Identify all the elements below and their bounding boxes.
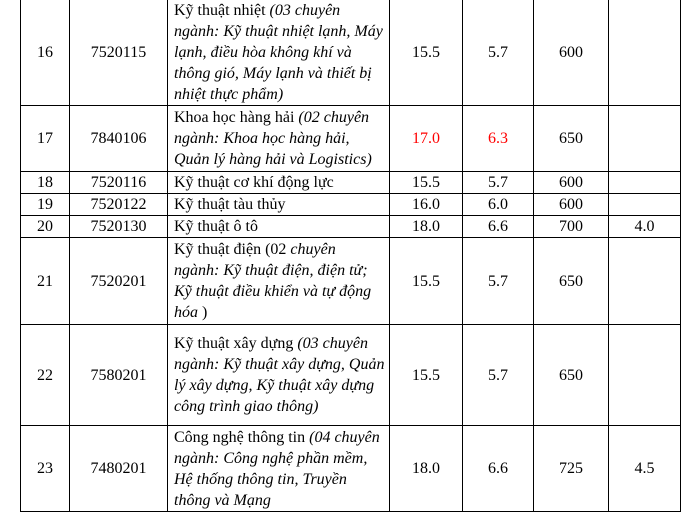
major-code: 7520130	[70, 216, 168, 238]
major-title: Công nghệ thông tin	[174, 428, 306, 446]
score-1: 15.5	[390, 325, 463, 426]
row-number: 16	[21, 0, 70, 106]
extra-score: 4.0	[609, 216, 681, 238]
quota: 650	[534, 238, 609, 325]
major-name	[168, 325, 390, 426]
row-number: 21	[21, 238, 70, 325]
major-name	[168, 238, 390, 325]
score-2: 6.6	[463, 426, 534, 512]
major-specializations-close: )	[198, 304, 208, 321]
row-number: 19	[21, 194, 70, 216]
table-row	[21, 426, 681, 512]
major-code: 7480201	[70, 426, 168, 512]
score-2: 6.6	[463, 216, 534, 238]
extra-score	[609, 238, 681, 325]
major-name: Kỹ thuật cơ khí động lực	[168, 172, 390, 194]
major-name	[168, 426, 390, 512]
table-row	[21, 106, 681, 172]
row-number: 18	[21, 172, 70, 194]
quota: 650	[534, 325, 609, 426]
table-row	[21, 325, 681, 426]
score-2: 5.7	[463, 172, 534, 194]
row-number: 20	[21, 216, 70, 238]
score-1: 18.0	[390, 216, 463, 238]
score-1: 18.0	[390, 426, 463, 512]
major-specializations: (04 chuyên ngành: Công nghệ phần mềm, Hệ thống thông tin, Truyền thông và Mạng	[174, 428, 380, 509]
major-name	[168, 0, 390, 106]
major-specializations: (02 chuyên ngành: Khoa học hàng hải, Quản lý hàng hải và Logistics)	[174, 109, 372, 168]
score-2: 6.3	[463, 106, 534, 172]
major-title: Khoa học hàng hải	[174, 109, 295, 126]
extra-score	[609, 194, 681, 216]
extra-score	[609, 106, 681, 172]
score-1: 16.0	[390, 194, 463, 216]
table-row	[21, 238, 681, 325]
score-2: 5.7	[463, 325, 534, 426]
quota: 600	[534, 194, 609, 216]
extra-score	[609, 0, 681, 106]
admission-table	[20, 0, 681, 512]
extra-score	[609, 325, 681, 426]
major-title: Kỹ thuật điện (02	[174, 241, 287, 258]
major-title: Kỹ thuật nhiệt	[174, 2, 266, 19]
major-code: 7840106	[70, 106, 168, 172]
major-name	[168, 106, 390, 172]
table-row	[21, 0, 681, 106]
major-code: 7520201	[70, 238, 168, 325]
quota: 700	[534, 216, 609, 238]
score-2: 5.7	[463, 0, 534, 106]
quota: 725	[534, 426, 609, 512]
row-number: 17	[21, 106, 70, 172]
major-code: 7580201	[70, 325, 168, 426]
major-code: 7520116	[70, 172, 168, 194]
major-name: Kỹ thuật ô tô	[168, 216, 390, 238]
extra-score	[609, 172, 681, 194]
score-2: 5.7	[463, 238, 534, 325]
major-name: Kỹ thuật tàu thủy	[168, 194, 390, 216]
quota: 600	[534, 0, 609, 106]
row-number: 22	[21, 325, 70, 426]
major-specializations: (03 chuyên ngành: Kỹ thuật nhiệt lạnh, Máy lạnh, điều hòa không khí và thông gió, Máy lạnh và thiết bị nhiệt thực phẩm)	[174, 2, 383, 103]
score-1: 15.5	[390, 238, 463, 325]
score-1: 15.5	[390, 172, 463, 194]
major-title: Kỹ thuật xây dựng	[174, 335, 294, 352]
quota: 650	[534, 106, 609, 172]
major-code: 7520122	[70, 194, 168, 216]
score-1: 17.0	[390, 106, 463, 172]
table-row	[21, 172, 681, 194]
table-row	[21, 194, 681, 216]
major-specializations: chuyên ngành: Kỹ thuật điện, điện tử; Kỹ thuật điều khiển và tự động hóa	[174, 241, 372, 321]
table-row	[21, 216, 681, 238]
quota: 600	[534, 172, 609, 194]
row-number: 23	[21, 426, 70, 512]
score-1: 15.5	[390, 0, 463, 106]
major-code: 7520115	[70, 0, 168, 106]
score-2: 6.0	[463, 194, 534, 216]
extra-score: 4.5	[609, 426, 681, 512]
major-specializations: (03 chuyên ngành: Kỹ thuật xây dựng, Quản lý xây dựng, Kỹ thuật xây dựng công trình giao thông)	[174, 335, 385, 415]
